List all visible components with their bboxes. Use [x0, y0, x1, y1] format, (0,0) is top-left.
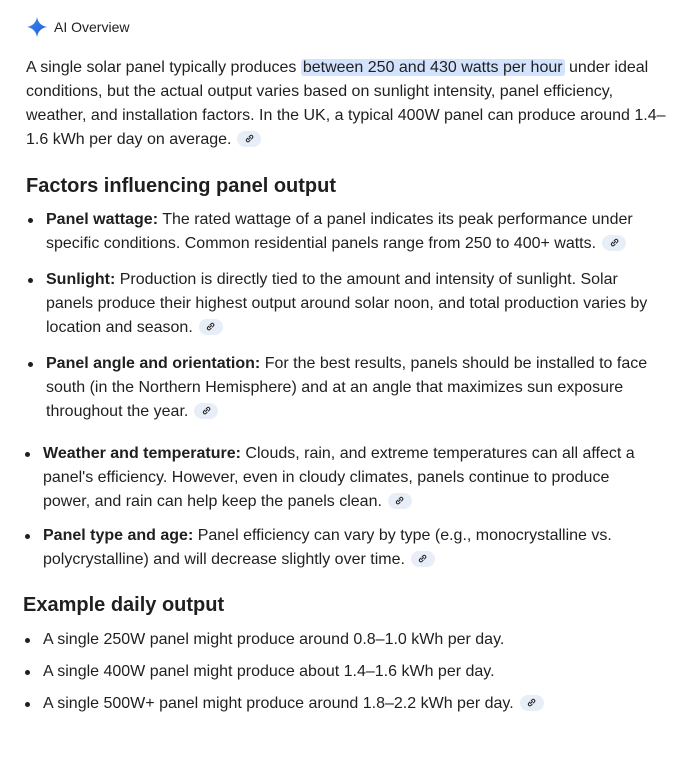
factor-label: Panel angle and orientation: [46, 355, 261, 372]
link-icon [609, 237, 620, 248]
link-icon [417, 553, 428, 564]
list-item [26, 208, 656, 256]
list-item [23, 524, 653, 572]
factor-label: Panel type and age: [43, 527, 194, 544]
intro-text-pre: A single solar panel typically produces [26, 59, 301, 76]
intro-highlight: between 250 and 430 watts per hour [302, 59, 563, 76]
link-icon [526, 697, 537, 708]
intro-text-post: under ideal conditions, but the actual output varies based on sunlight intensity, panel efficiency, weather, and installation factors. In the UK, a typical 400W panel can produce around 1.4–1.6 kWh per day on average. [26, 59, 666, 148]
intro-paragraph [26, 56, 666, 152]
list-item [23, 692, 653, 716]
source-link-chip[interactable] [602, 235, 626, 251]
link-icon [205, 321, 216, 332]
ai-overview-title: AI Overview [54, 19, 130, 35]
list-item [23, 660, 653, 684]
gemini-sparkle-icon [26, 16, 48, 38]
source-link-chip[interactable] [194, 403, 218, 419]
source-link-chip[interactable] [388, 493, 412, 509]
link-icon [201, 405, 212, 416]
factor-label: Sunlight: [46, 271, 116, 288]
source-link-chip[interactable] [237, 131, 261, 147]
list-item [26, 352, 656, 424]
link-icon [394, 495, 405, 506]
example-text: A single 400W panel might produce about 1.4–1.6 kWh per day. [43, 663, 495, 680]
factor-text: Production is directly tied to the amount and intensity of sunlight. Solar panels produce their highest output around solar noon, and total production varies by location and season. [46, 271, 648, 336]
factor-text: Panel efficiency can vary by type (e.g., monocrystalline vs. polycrystalline) and will decrease slightly over time. [43, 527, 612, 568]
factor-label: Weather and temperature: [43, 445, 241, 462]
factor-text: For the best results, panels should be installed to face south (in the Northern Hemisphere) and at an angle that maximizes sun exposure throughout the year. [46, 355, 648, 420]
factors-list-continued [23, 442, 653, 572]
list-item [23, 628, 653, 652]
list-item [23, 442, 653, 514]
source-link-chip[interactable] [199, 319, 223, 335]
example-heading: Example daily output [23, 594, 225, 616]
example-text: A single 500W+ panel might produce around 1.8–2.2 kWh per day. [43, 695, 514, 712]
factor-label: Panel wattage: [46, 211, 159, 228]
factor-text: Clouds, rain, and extreme temperatures can all affect a panel's efficiency. However, even in cloudy climates, panels continue to produce power, and rain can help keep the panels clean. [43, 445, 635, 510]
list-item [26, 268, 656, 340]
example-text: A single 250W panel might produce around 0.8–1.0 kWh per day. [43, 631, 505, 648]
source-link-chip[interactable] [520, 695, 544, 711]
factors-list [26, 208, 656, 436]
link-icon [244, 133, 255, 144]
factors-heading: Factors influencing panel output [26, 175, 336, 197]
ai-overview-header [26, 16, 129, 38]
example-list [23, 628, 653, 716]
factor-text: The rated wattage of a panel indicates its peak performance under specific conditions. Common residential panels range from 250 to 400+ watts. [46, 211, 633, 252]
source-link-chip[interactable] [411, 551, 435, 567]
